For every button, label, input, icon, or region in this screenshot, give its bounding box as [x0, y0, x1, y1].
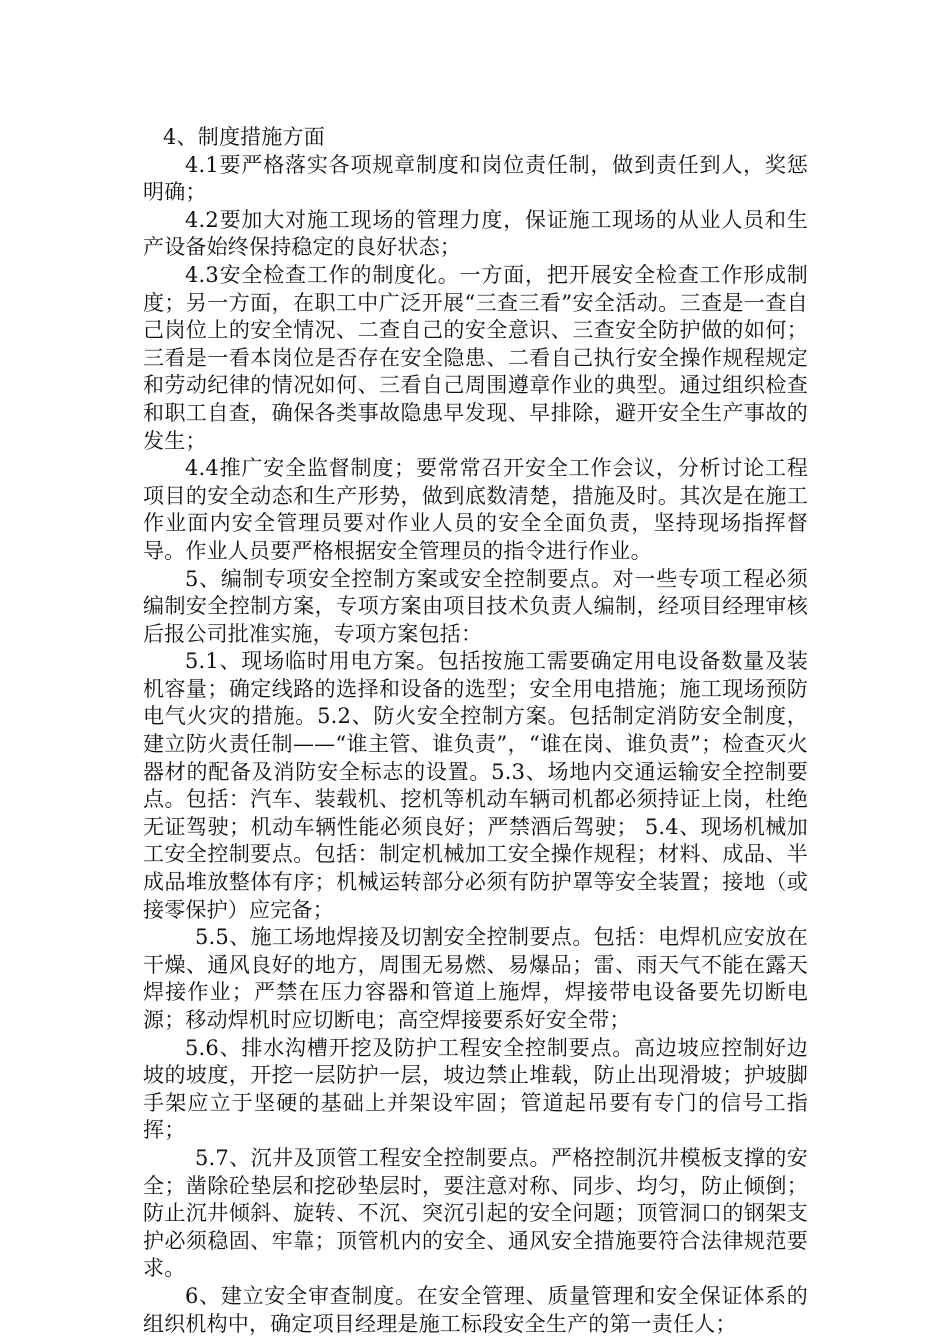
paragraph-4-4: 4.4推广安全监督制度；要常常召开安全工作会议，分析讨论工程项目的安全动态和生产形势，做到底数清楚，措施及时。其次是在施工作业面内安全管理员要对作业人员的安全全面负责，坚持现场指挥督导。作业人员要严格根据安全管理员的指令进行作业。 [143, 456, 808, 563]
paragraph-section-5: 5、编制专项安全控制方案或安全控制要点。对一些专项工程必须编制安全控制方案，专项方案由项目技术负责人编制，经项目经理审核后报公司批准实施，专项方案包括： [143, 566, 808, 646]
paragraph-5-6: 5.6、排水沟槽开挖及防护工程安全控制要点。高边坡应控制好边坡的坡度，开挖一层防护一层，坡边禁止堆载，防止出现滑坡；护坡脚手架应立于坚硬的基础上并架设牢固；管道起吊要有专门的信号工指挥； [143, 1035, 808, 1143]
paragraph-4-3: 4.3安全检查工作的制度化。一方面，把开展安全检查工作形成制度；另一方面，在职工中广泛开展“三查三看”安全活动。三查是一查自己岗位上的安全情况、二查自己的安全意识、三查安全防护做的如何；三看是一看本岗位是否存在安全隐患、二看自己执行安全操作规程规定和劳动纪律的情况如何、三看自己周围遵章作业的典型。通过组织检查和职工自查，确保各类事故隐患早发现、早排除，避开安全生产事故的发生； [143, 262, 808, 453]
paragraph-4-2: 4.2要加大对施工现场的管理力度，保证施工现场的从业人员和生产设备始终保持稳定的良好状态； [143, 207, 808, 260]
paragraph-section-6: 6、建立安全审查制度。在安全管理、质量管理和安全保证体系的组织机构中，确定项目经理是施工标段安全生产的第一责任人； [143, 1283, 808, 1336]
document-body [143, 124, 808, 1338]
paragraph-5-7: 5.7、沉井及顶管工程安全控制要点。严格控制沉井模板支撑的安全；凿除砼垫层和挖砂垫层时，要注意对称、同步、均匀，防止倾倒；防止沉井倾斜、旋转、不沉、突沉引起的安全问题；顶管洞口的钢架支护必须稳固、牢靠；顶管机内的安全、通风安全措施要符合法律规范要求。 [143, 1145, 808, 1281]
paragraph-5-5: 5.5、施工场地焊接及切割安全控制要点。包括：电焊机应安放在干燥、通风良好的地方，周围无易燃、易爆品；雷、雨天气不能在露天焊接作业；严禁在压力容器和管道上施焊，焊接带电设备要先切断电源；移动焊机时应切断电；高空焊接要系好安全带； [143, 925, 808, 1032]
paragraph-section-4-heading: 4、制度措施方面 [163, 125, 325, 149]
paragraph-4-1: 4.1要严格落实各项规章制度和岗位责任制，做到责任到人，奖惩明确； [143, 152, 808, 205]
paragraph-5-1-to-5-4: 5.1、现场临时用电方案。包括按施工需要确定用电设备数量及装机容量；确定线路的选择和设备的选型；安全用电措施；施工现场预防电气火灾的措施。5.2、防火安全控制方案。包括制定消防安全制度，建立防火责任制——“谁主管、谁负责”，“谁在岗、谁负责”；检查灭火器材的配备及消防安全标志的设置。5.3、场地内交通运输安全控制要点。包括：汽车、装载机、挖机等机动车辆司机都必须持证上岗，杜绝无证驾驶；机动车辆性能必须良好；严禁酒后驾驶； 5.4、现场机械加工安全控制要点。包括：制定机械加工安全操作规程；材料、成品、半成品堆放整体有序；机械运转部分必须有防护罩等安全装置；接地（或接零保护）应完备； [143, 649, 808, 922]
